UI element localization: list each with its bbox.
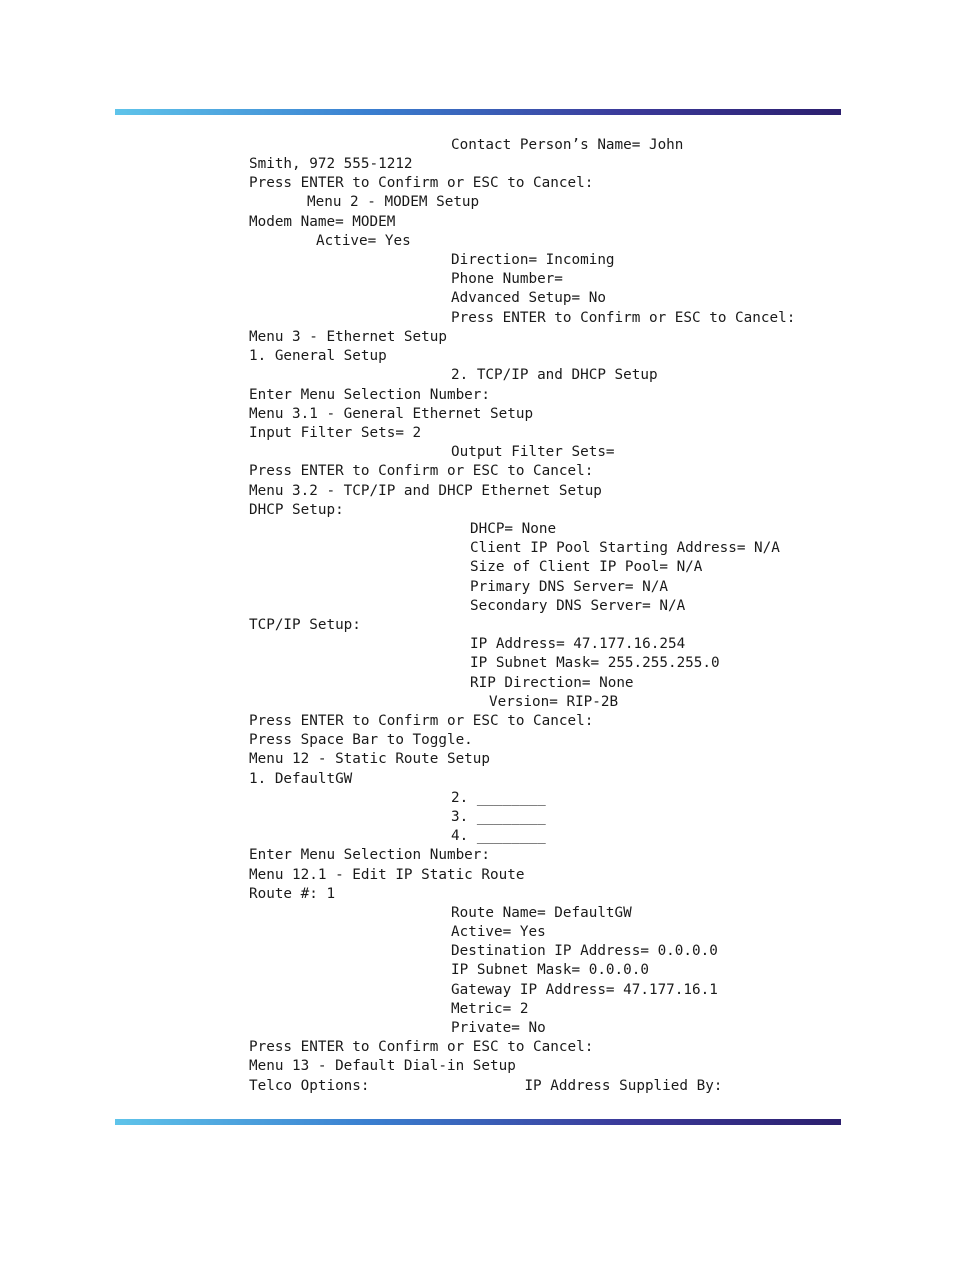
console-line: RIP Direction= None [470, 675, 634, 691]
console-line: 1. DefaultGW [249, 771, 353, 787]
console-line: Active= Yes [316, 233, 411, 249]
console-line: Output Filter Sets= [451, 444, 615, 460]
console-line: Press ENTER to Confirm or ESC to Cancel: [249, 463, 594, 479]
console-line: Menu 12 - Static Route Setup [249, 751, 491, 767]
console-line: Menu 12.1 - Edit IP Static Route [249, 867, 525, 883]
console-line: Press Space Bar to Toggle. [249, 732, 473, 748]
console-line: Press ENTER to Confirm or ESC to Cancel: [249, 175, 594, 191]
console-line: Size of Client IP Pool= N/A [470, 559, 703, 575]
console-line: Enter Menu Selection Number: [249, 387, 491, 403]
console-line: Active= Yes [451, 924, 546, 940]
console-line: Press ENTER to Confirm or ESC to Cancel: [451, 310, 796, 326]
console-line: DHCP= None [470, 521, 557, 537]
console-line: Gateway IP Address= 47.177.16.1 [451, 982, 718, 998]
console-line: Menu 3.2 - TCP/IP and DHCP Ethernet Setup [249, 483, 602, 499]
console-line: Route #: 1 [249, 886, 336, 902]
console-line: Route Name= DefaultGW [451, 905, 632, 921]
console-line: Menu 2 - MODEM Setup [307, 194, 480, 210]
console-line: IP Subnet Mask= 0.0.0.0 [451, 962, 649, 978]
console-line: Private= No [451, 1020, 546, 1036]
console-line: Advanced Setup= No [451, 290, 606, 306]
console-line: 1. General Setup [249, 348, 387, 364]
console-line: 2. TCP/IP and DHCP Setup [451, 367, 658, 383]
console-line: DHCP Setup: [249, 502, 344, 518]
console-line: Modem Name= MODEM [249, 214, 396, 230]
console-line: Smith, 972 555-1212 [249, 156, 413, 172]
header-rule [115, 109, 841, 115]
console-line: TCP/IP Setup: [249, 617, 361, 633]
console-line: 3. ________ [451, 809, 546, 825]
console-line: Telco Options: IP Address Supplied By: [249, 1078, 723, 1094]
console-line: Version= RIP-2B [489, 694, 619, 710]
console-line: Menu 3 - Ethernet Setup [249, 329, 447, 345]
console-line: Menu 13 - Default Dial-in Setup [249, 1058, 516, 1074]
console-line: 2. ________ [451, 790, 546, 806]
console-line: Phone Number= [451, 271, 563, 287]
footer-rule [115, 1119, 841, 1125]
console-line: Press ENTER to Confirm or ESC to Cancel: [249, 1039, 594, 1055]
console-line: Input Filter Sets= 2 [249, 425, 422, 441]
console-line: 4. ________ [451, 828, 546, 844]
console-line: Secondary DNS Server= N/A [470, 598, 686, 614]
console-line: Press ENTER to Confirm or ESC to Cancel: [249, 713, 594, 729]
console-line: Direction= Incoming [451, 252, 615, 268]
console-line: Enter Menu Selection Number: [249, 847, 491, 863]
console-line: Menu 3.1 - General Ethernet Setup [249, 406, 534, 422]
console-line: Client IP Pool Starting Address= N/A [470, 540, 780, 556]
console-line: Metric= 2 [451, 1001, 529, 1017]
console-line: IP Address= 47.177.16.254 [470, 636, 686, 652]
console-line: Destination IP Address= 0.0.0.0 [451, 943, 718, 959]
console-line: IP Subnet Mask= 255.255.255.0 [470, 655, 720, 671]
console-line: Contact Person’s Name= John [451, 137, 684, 153]
console-line: Primary DNS Server= N/A [470, 579, 668, 595]
